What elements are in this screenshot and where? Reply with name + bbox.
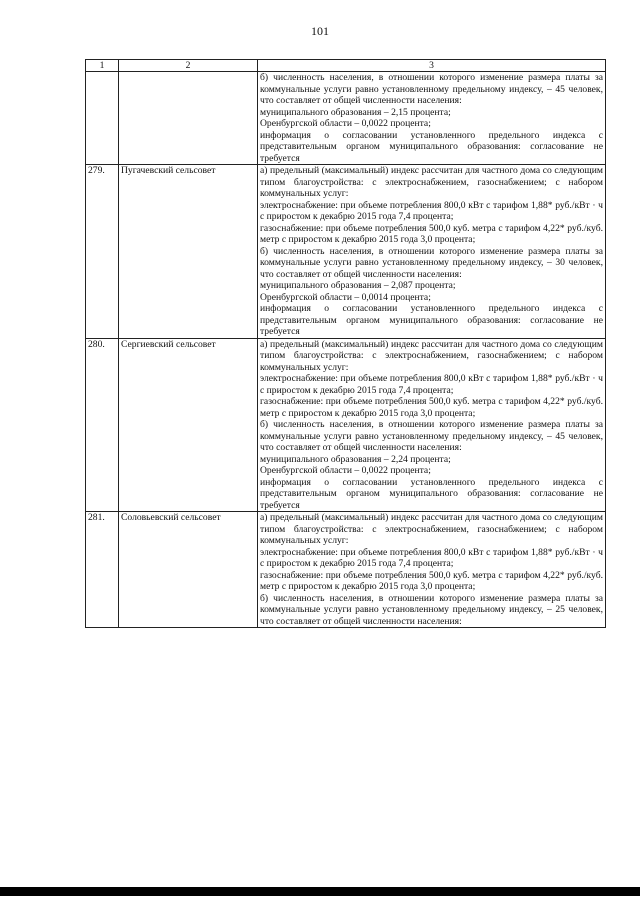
content-paragraph: Оренбургской области – 0,0022 процента; [260,118,431,129]
municipality-name: Соловьевский сельсовет [119,512,258,628]
page-number: 101 [311,24,329,38]
content-paragraph: информация о согласовании установленного предельного индекса с представительным органом муниципального образования: согласование не требуется [260,303,603,337]
header-col-2: 2 [119,60,258,72]
row-content [258,338,606,512]
content-paragraph: а) предельный (максимальный) индекс рассчитан для частного дома со следующим типом благоустройства: с электроснабжением, газоснабжением; с набором коммунальных услуг: [260,512,603,546]
content-paragraph: б) численность населения, в отношении которого изменение размера платы за коммунальные услуги равно установленному предельному индексу, – 30 человек, что составляет от общей численности населения: [260,245,603,280]
municipality-name: Сергиевский сельсовет [119,338,258,512]
content-paragraph: муниципального образования – 2,24 процента; [260,453,451,465]
table-row [86,72,606,165]
content-paragraph: газоснабжение: при объеме потребления 500,0 куб. метра с тарифом 4,22* руб./куб. метр с приростом к декабрю 2015 года 3,0 процента; [260,569,603,592]
municipality-name [119,72,258,165]
header-col-1: 1 [86,60,119,72]
content-paragraph: информация о согласовании установленного предельного индекса с представительным органом муниципального образования: согласование не требуется [260,476,603,511]
row-number: 279. [86,165,119,339]
content-paragraph: б) численность населения, в отношении которого изменение размера платы за коммунальные услуги равно установленному предельному индексу, – 45 человек, что составляет от общей численности населения: [260,419,603,453]
table-row [86,165,606,339]
content-paragraph: электроснабжение: при объеме потребления 800,0 кВт с тарифом 1,88* руб./кВт · ч с приростом к декабрю 2015 года 7,4 процента; [260,199,603,222]
content-paragraph: информация о согласовании установленного предельного индекса с представительным органом муниципального образования: согласование не требуется [260,129,603,164]
content-paragraph: электроснабжение: при объеме потребления 800,0 кВт с тарифом 1,88* руб./кВт · ч с приростом к декабрю 2015 года 7,4 процента; [260,373,603,396]
content-paragraph: Оренбургской области – 0,0022 процента; [260,465,431,476]
content-paragraph: а) предельный (максимальный) индекс рассчитан для частного дома со следующим типом благоустройства: с электроснабжением, газоснабжением; с набором коммунальных услуг: [260,165,603,199]
content-paragraph: электроснабжение: при объеме потребления 800,0 кВт с тарифом 1,88* руб./кВт · ч с приростом к декабрю 2015 года 7,4 процента; [260,546,603,569]
content-paragraph: а) предельный (максимальный) индекс рассчитан для частного дома со следующим типом благоустройства: с электроснабжением, газоснабжением; с набором коммунальных услуг: [260,338,603,373]
content-paragraph: муниципального образования – 2,087 процента; [260,280,456,291]
row-number: 281. [86,512,119,628]
table-row [86,512,606,628]
table-body [86,72,606,628]
municipality-name: Пугачевский сельсовет [119,165,258,339]
table-header-row [86,60,606,72]
table-row [86,338,606,512]
row-content [258,72,606,165]
content-paragraph: газоснабжение: при объеме потребления 500,0 куб. метра с тарифом 4,22* руб./куб. метр с приростом к декабрю 2015 года 3,0 процента; [260,396,603,419]
document-table [85,59,606,628]
content-paragraph: б) численность населения, в отношении которого изменение размера платы за коммунальные услуги равно установленному предельному индексу, – 25 человек, что составляет от общей численности населения: [260,592,603,627]
row-content [258,165,606,339]
content-paragraph: б) численность населения, в отношении которого изменение размера платы за коммунальные услуги равно установленному предельному индексу, – 45 человек, что составляет от общей численности населения: [260,72,603,106]
row-number: 280. [86,338,119,512]
content-paragraph: газоснабжение: при объеме потребления 500,0 куб. метра с тарифом 4,22* руб./куб. метр с приростом к декабрю 2015 года 3,0 процента; [260,222,603,245]
row-number [86,72,119,165]
content-paragraph: муниципального образования – 2,15 процента; [260,106,451,118]
header-col-3: 3 [258,60,606,72]
footer-bar [0,887,640,896]
content-paragraph: Оренбургской области – 0,0014 процента; [260,291,431,303]
row-content [258,512,606,628]
